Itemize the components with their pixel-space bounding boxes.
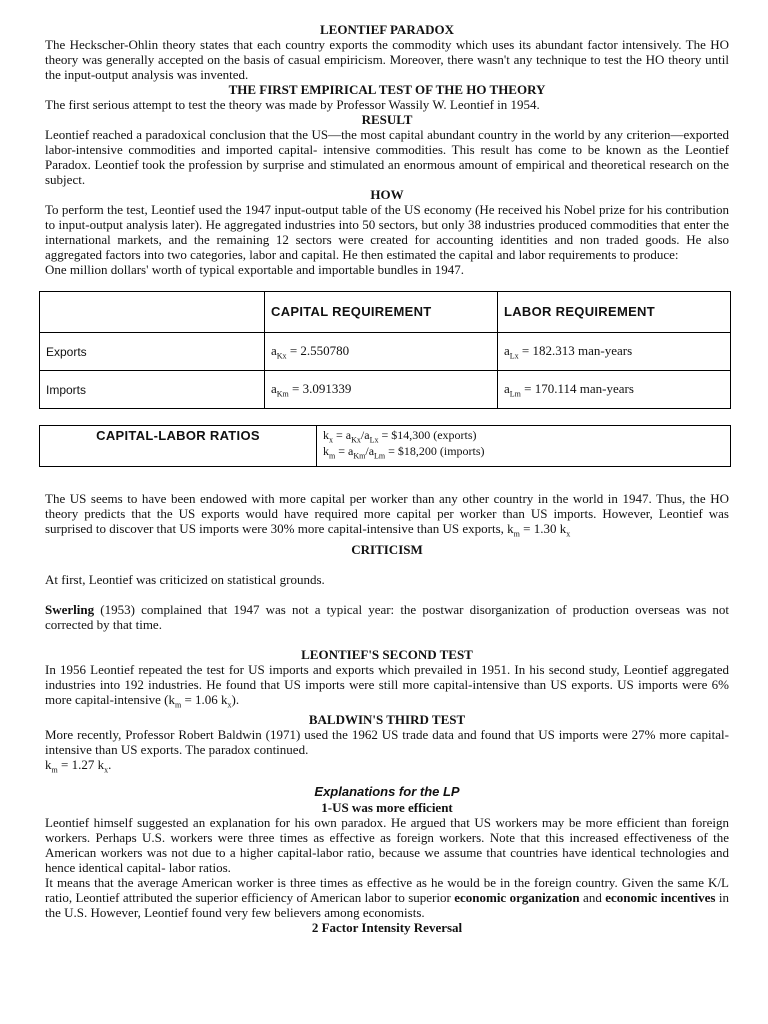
labor-requirement-header: LABOR REQUIREMENT <box>504 304 655 319</box>
result-heading: RESULT <box>361 112 413 127</box>
explanation-2-heading: 2 Factor Intensity Reversal <box>311 919 463 935</box>
empirical-heading: THE FIRST EMPIRICAL TEST OF THE HO THEORY <box>228 82 546 97</box>
imports-labor-symbol: $a_{Lm}$ <box>504 380 521 399</box>
exports-labor-value: = 182.313 man-years <box>521 342 633 358</box>
exports-row <box>40 333 731 371</box>
swerling-name: Swerling <box>45 601 95 617</box>
how-paragraph-2: One million dollars' worth of typical exportable and importable bundles in 1947. <box>45 262 464 277</box>
exports-labor-symbol: $a_{Lx}$ <box>504 342 519 361</box>
explanation-1-paragraph: Leontief himself suggested an explanation for his own paradox. He argued that US workers may be more efficient than foreign workers. Perhaps U.S. workers were three times as effective as foreign workers. Note that this increased effectiveness of the American workers was not due to a higher capital-labor ratio, because we assume that countries have identical technologies and hence identical capital- labor ratios. <box>45 814 729 875</box>
how-heading: HOW <box>370 187 404 202</box>
economic-incentives-term: economic incentives <box>605 889 716 905</box>
capital-labor-ratios-label: CAPITAL-LABOR RATIOS <box>96 428 260 443</box>
after-table-equation: $k_m = 1.30$ $k_x$ <box>507 521 571 539</box>
exports-label: Exports <box>46 344 87 359</box>
criticism-paragraph: At first, Leontief was criticized on statistical grounds. <box>45 571 325 587</box>
imports-capital-symbol: $a_{Km}$ <box>271 380 289 399</box>
baldwin-equation: $k_m = 1.27$ $k_x$. <box>45 757 112 775</box>
document-page <box>45 22 729 935</box>
imports-ratio-value: = $18,200 (imports) <box>388 444 485 459</box>
exports-capital-value: = 2.550780 <box>289 342 350 358</box>
imports-capital-value: = 3.091339 <box>292 380 352 396</box>
capital-labor-ratio-table <box>39 425 731 467</box>
after-table-paragraph: The US seems to have been endowed with more capital per worker than any other country in the world in 1947. Thus, the HO theory predicts that the US exports would have required more capital per worker than US imports. However, Leontief was surprised to discover that US imports were 30% more capital-intensive than US exports, $k_m = 1.30$ $k_x$ <box>45 491 729 539</box>
criticism-heading: CRITICISM <box>351 541 423 557</box>
second-test-heading: LEONTIEF'S SECOND TEST <box>301 646 473 662</box>
imports-ratio-line: $k_m = a_{Km}/a_{Lm}$ = $18,200 (imports) <box>323 444 485 461</box>
exports-ratio-value: = $14,300 (exports) <box>381 428 477 442</box>
imports-label: Imports <box>46 382 87 397</box>
baldwin-heading: BALDWIN'S THIRD TEST <box>308 712 466 728</box>
baldwin-paragraph: More recently, Professor Robert Baldwin (1971) used the 1962 US trade data and found that US imports were 27% more capital-intensive than US exports. The paradox continued. <box>45 727 729 758</box>
imports-row <box>40 371 731 409</box>
exports-ratio-line: $k_x = a_{Kx}/a_{Lx}$ = $14,300 (exports) <box>323 428 477 445</box>
swerling-paragraph: Swerling (1953) complained that 1947 was not a typical year: the postwar disorganization of production overseas was not corrected by that time. <box>45 601 730 632</box>
result-paragraph: Leontief reached a paradoxical conclusion that the US—the most capital abundant country in the world by any criterion—exported labor-intensive commodities and imported capital- intensive commodities. This result has come to be known as the Leontief Paradox. Leontief took the profession by surprise and stimulated an enormous amount of empirical and theoretical research on the subject. <box>45 127 729 187</box>
explanation-1-paragraph-2: It means that the average American worker is three times as effective as he would be in the foreign country. Given the same K/L ratio, Leontief attributed the superior efficiency of American labor to superior economic organization and economic incentives in the U.S. However, Leontief found very few believers among economists. <box>45 874 729 920</box>
exports-capital-symbol: $a_{Kx}$ <box>271 342 287 361</box>
requirements-header-row <box>40 292 731 333</box>
doc-title: LEONTIEF PARADOX <box>320 22 454 37</box>
imports-labor-value: = 170.114 man-years <box>524 380 634 396</box>
intro-paragraph: The Heckscher-Ohlin theory states that each country exports the commodity which uses its abundant factor intensively. The HO theory was generally accepted on the basis of casual empiricism. Moreover, there wasn't any technique to test the HO theory until the input-output analysis was invented. <box>45 37 729 82</box>
empty-header-cell <box>40 292 265 333</box>
empirical-paragraph: The first serious attempt to test the theory was made by Professor Wassily W. Leontief in 1954. <box>45 97 540 112</box>
requirements-table <box>39 291 731 409</box>
explanation-1-heading: 1-US was more efficient <box>321 799 453 815</box>
capital-requirement-header: CAPITAL REQUIREMENT <box>271 304 432 319</box>
second-test-paragraph: In 1956 Leontief repeated the test for US imports and exports which prevailed in 1951. In his second study, Leontief aggregated industries into 192 industries. He found that US imports were still more capital-intensive than US exports. US imports were 6% more capital-intensive ($k_m = 1.06$ $k_x$). <box>45 661 729 710</box>
explanations-heading: Explanations for the LP <box>314 783 460 799</box>
how-paragraph: To perform the test, Leontief used the 1947 input-output table of the US economy (He received his Nobel prize for his contribution to input-output analysis later). He aggregated industries into 50 sectors, but only 38 industries produced commodities that enter the international markets, and the remaining 12 sectors were created for accounting identities and non traded goods. He also aggregated factors into two categories, labor and capital. He then estimated the capital and labor requirements to produce: <box>45 202 729 262</box>
economic-organization-term: economic organization <box>454 889 580 905</box>
